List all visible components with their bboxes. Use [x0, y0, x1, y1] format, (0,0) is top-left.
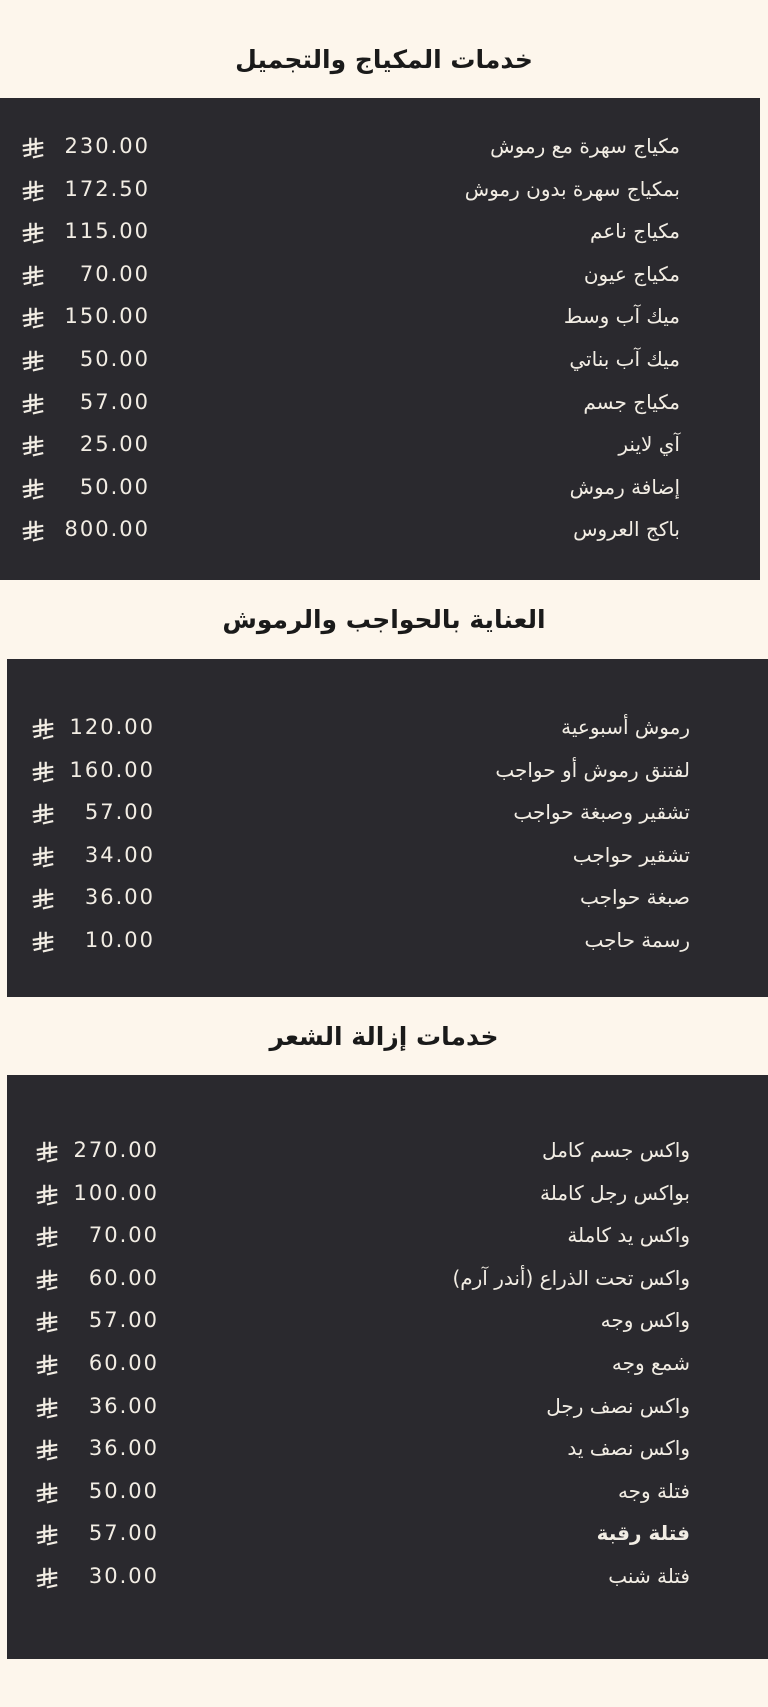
service-price: 10.00	[84, 928, 155, 952]
saudi-riyal-icon	[32, 931, 54, 953]
saudi-riyal-icon	[32, 803, 54, 825]
service-row	[0, 253, 760, 295]
saudi-riyal-icon	[22, 265, 44, 287]
saudi-riyal-icon	[36, 1397, 58, 1419]
saudi-riyal-icon	[36, 1184, 58, 1206]
service-price: 70.00	[88, 1223, 159, 1248]
saudi-riyal-icon	[36, 1311, 58, 1333]
service-row	[0, 381, 760, 423]
service-row	[0, 338, 760, 380]
service-row	[7, 791, 768, 833]
service-row	[7, 1470, 768, 1512]
service-name: واكس تحت الذراع (أندر آرم)	[452, 1265, 690, 1290]
saudi-riyal-icon	[22, 478, 44, 500]
service-row	[7, 1129, 768, 1171]
service-price: 270.00	[73, 1138, 159, 1162]
makeup-services-panel	[0, 98, 760, 580]
service-name: إضافة رموش	[569, 474, 680, 499]
service-price: 100.00	[73, 1180, 159, 1205]
service-row	[7, 919, 768, 961]
saudi-riyal-icon	[22, 222, 44, 244]
service-name: شمع وجه	[611, 1351, 690, 1375]
service-name: مكياج سهرة مع رموش	[490, 134, 680, 158]
service-row	[7, 1214, 768, 1256]
service-name: رموش أسبوعية	[561, 715, 690, 739]
service-name: واكس جسم كامل	[542, 1138, 690, 1162]
service-name: مكياج عيون	[583, 261, 680, 286]
service-price: 60.00	[88, 1265, 159, 1290]
saudi-riyal-icon	[32, 888, 54, 910]
service-price: 50.00	[88, 1478, 159, 1503]
service-name: بمكياج سهرة بدون رموش	[464, 176, 680, 201]
service-price: 57.00	[88, 1521, 159, 1546]
service-price: 60.00	[88, 1351, 159, 1375]
service-name: رسمة حاجب	[584, 928, 690, 952]
section-title-brows-lashes: العناية بالحواجب والرموش	[222, 605, 546, 634]
service-price: 36.00	[88, 1393, 159, 1418]
saudi-riyal-icon	[22, 393, 44, 415]
service-row	[7, 1257, 768, 1299]
service-price: 50.00	[79, 347, 150, 371]
saudi-riyal-icon	[36, 1482, 58, 1504]
service-name: لفتنق رموش أو حواجب	[495, 757, 690, 782]
service-price: 57.00	[88, 1308, 159, 1333]
service-name: واكس وجه	[600, 1308, 690, 1333]
service-name: واكس يد كاملة	[567, 1223, 690, 1248]
service-row	[0, 125, 760, 167]
service-price: 50.00	[79, 474, 150, 499]
service-name: مكياج ناعم	[589, 219, 680, 244]
saudi-riyal-icon	[36, 1524, 58, 1546]
service-row	[7, 834, 768, 876]
service-price: 36.00	[88, 1436, 159, 1461]
service-row	[7, 1427, 768, 1469]
brows-lashes-panel	[7, 659, 768, 997]
service-row	[7, 706, 768, 748]
saudi-riyal-icon	[22, 435, 44, 457]
hair-removal-panel	[7, 1075, 768, 1659]
service-name: فتلة وجه	[617, 1478, 690, 1503]
service-price: 34.00	[84, 842, 155, 867]
saudi-riyal-icon	[22, 520, 44, 542]
service-row	[0, 508, 760, 550]
saudi-riyal-icon	[32, 761, 54, 783]
saudi-riyal-icon	[36, 1269, 58, 1291]
saudi-riyal-icon	[36, 1354, 58, 1376]
service-name: مكياج جسم	[583, 389, 680, 414]
saudi-riyal-icon	[22, 137, 44, 159]
service-name: واكس نصف يد	[567, 1436, 690, 1461]
saudi-riyal-icon	[32, 718, 54, 740]
service-row	[7, 1555, 768, 1597]
service-name: ميك آب بناتي	[569, 347, 680, 371]
saudi-riyal-icon	[36, 1439, 58, 1461]
service-name: تشقير حواجب	[572, 842, 690, 867]
saudi-riyal-icon	[36, 1226, 58, 1248]
service-name: واكس نصف رجل	[546, 1393, 690, 1418]
service-name: بواكس رجل كاملة	[539, 1180, 690, 1205]
service-row	[0, 423, 760, 465]
service-price: 36.00	[84, 885, 155, 910]
service-name: ميك آب وسط	[563, 304, 680, 329]
service-price: 172.50	[64, 176, 150, 201]
service-row	[7, 1299, 768, 1341]
saudi-riyal-icon	[22, 180, 44, 202]
service-price: 230.00	[64, 134, 150, 158]
service-price: 57.00	[79, 389, 150, 414]
service-row	[7, 1342, 768, 1384]
service-row	[0, 295, 760, 337]
service-row	[7, 749, 768, 791]
service-price: 800.00	[64, 517, 150, 542]
saudi-riyal-icon	[36, 1567, 58, 1589]
service-price: 120.00	[69, 715, 155, 739]
service-row	[0, 168, 760, 210]
service-name: آي لاينر	[618, 432, 680, 457]
saudi-riyal-icon	[22, 307, 44, 329]
service-row	[0, 210, 760, 252]
service-name: فتلة شنب	[608, 1564, 690, 1588]
service-row	[0, 466, 760, 508]
service-row	[7, 1385, 768, 1427]
saudi-riyal-icon	[36, 1141, 58, 1163]
service-price: 70.00	[79, 261, 150, 286]
service-price: 150.00	[64, 304, 150, 329]
service-price: 160.00	[69, 757, 155, 782]
section-title-hair-removal: خدمات إزالة الشعر	[269, 1022, 499, 1051]
service-name: صبغة حواجب	[580, 885, 690, 910]
section-title-makeup: خدمات المكياج والتجميل	[235, 45, 533, 74]
service-row	[7, 876, 768, 918]
service-price: 25.00	[79, 432, 150, 457]
saudi-riyal-icon	[22, 350, 44, 372]
service-price: 115.00	[64, 219, 150, 244]
service-row	[7, 1172, 768, 1214]
service-name: فتلة رقبة	[596, 1521, 690, 1546]
service-price: 57.00	[84, 800, 155, 825]
service-price: 30.00	[88, 1564, 159, 1588]
service-name: باكج العروس	[573, 517, 680, 542]
service-name: تشقير وصبغة حواجب	[513, 800, 690, 825]
saudi-riyal-icon	[32, 846, 54, 868]
service-row	[7, 1512, 768, 1554]
